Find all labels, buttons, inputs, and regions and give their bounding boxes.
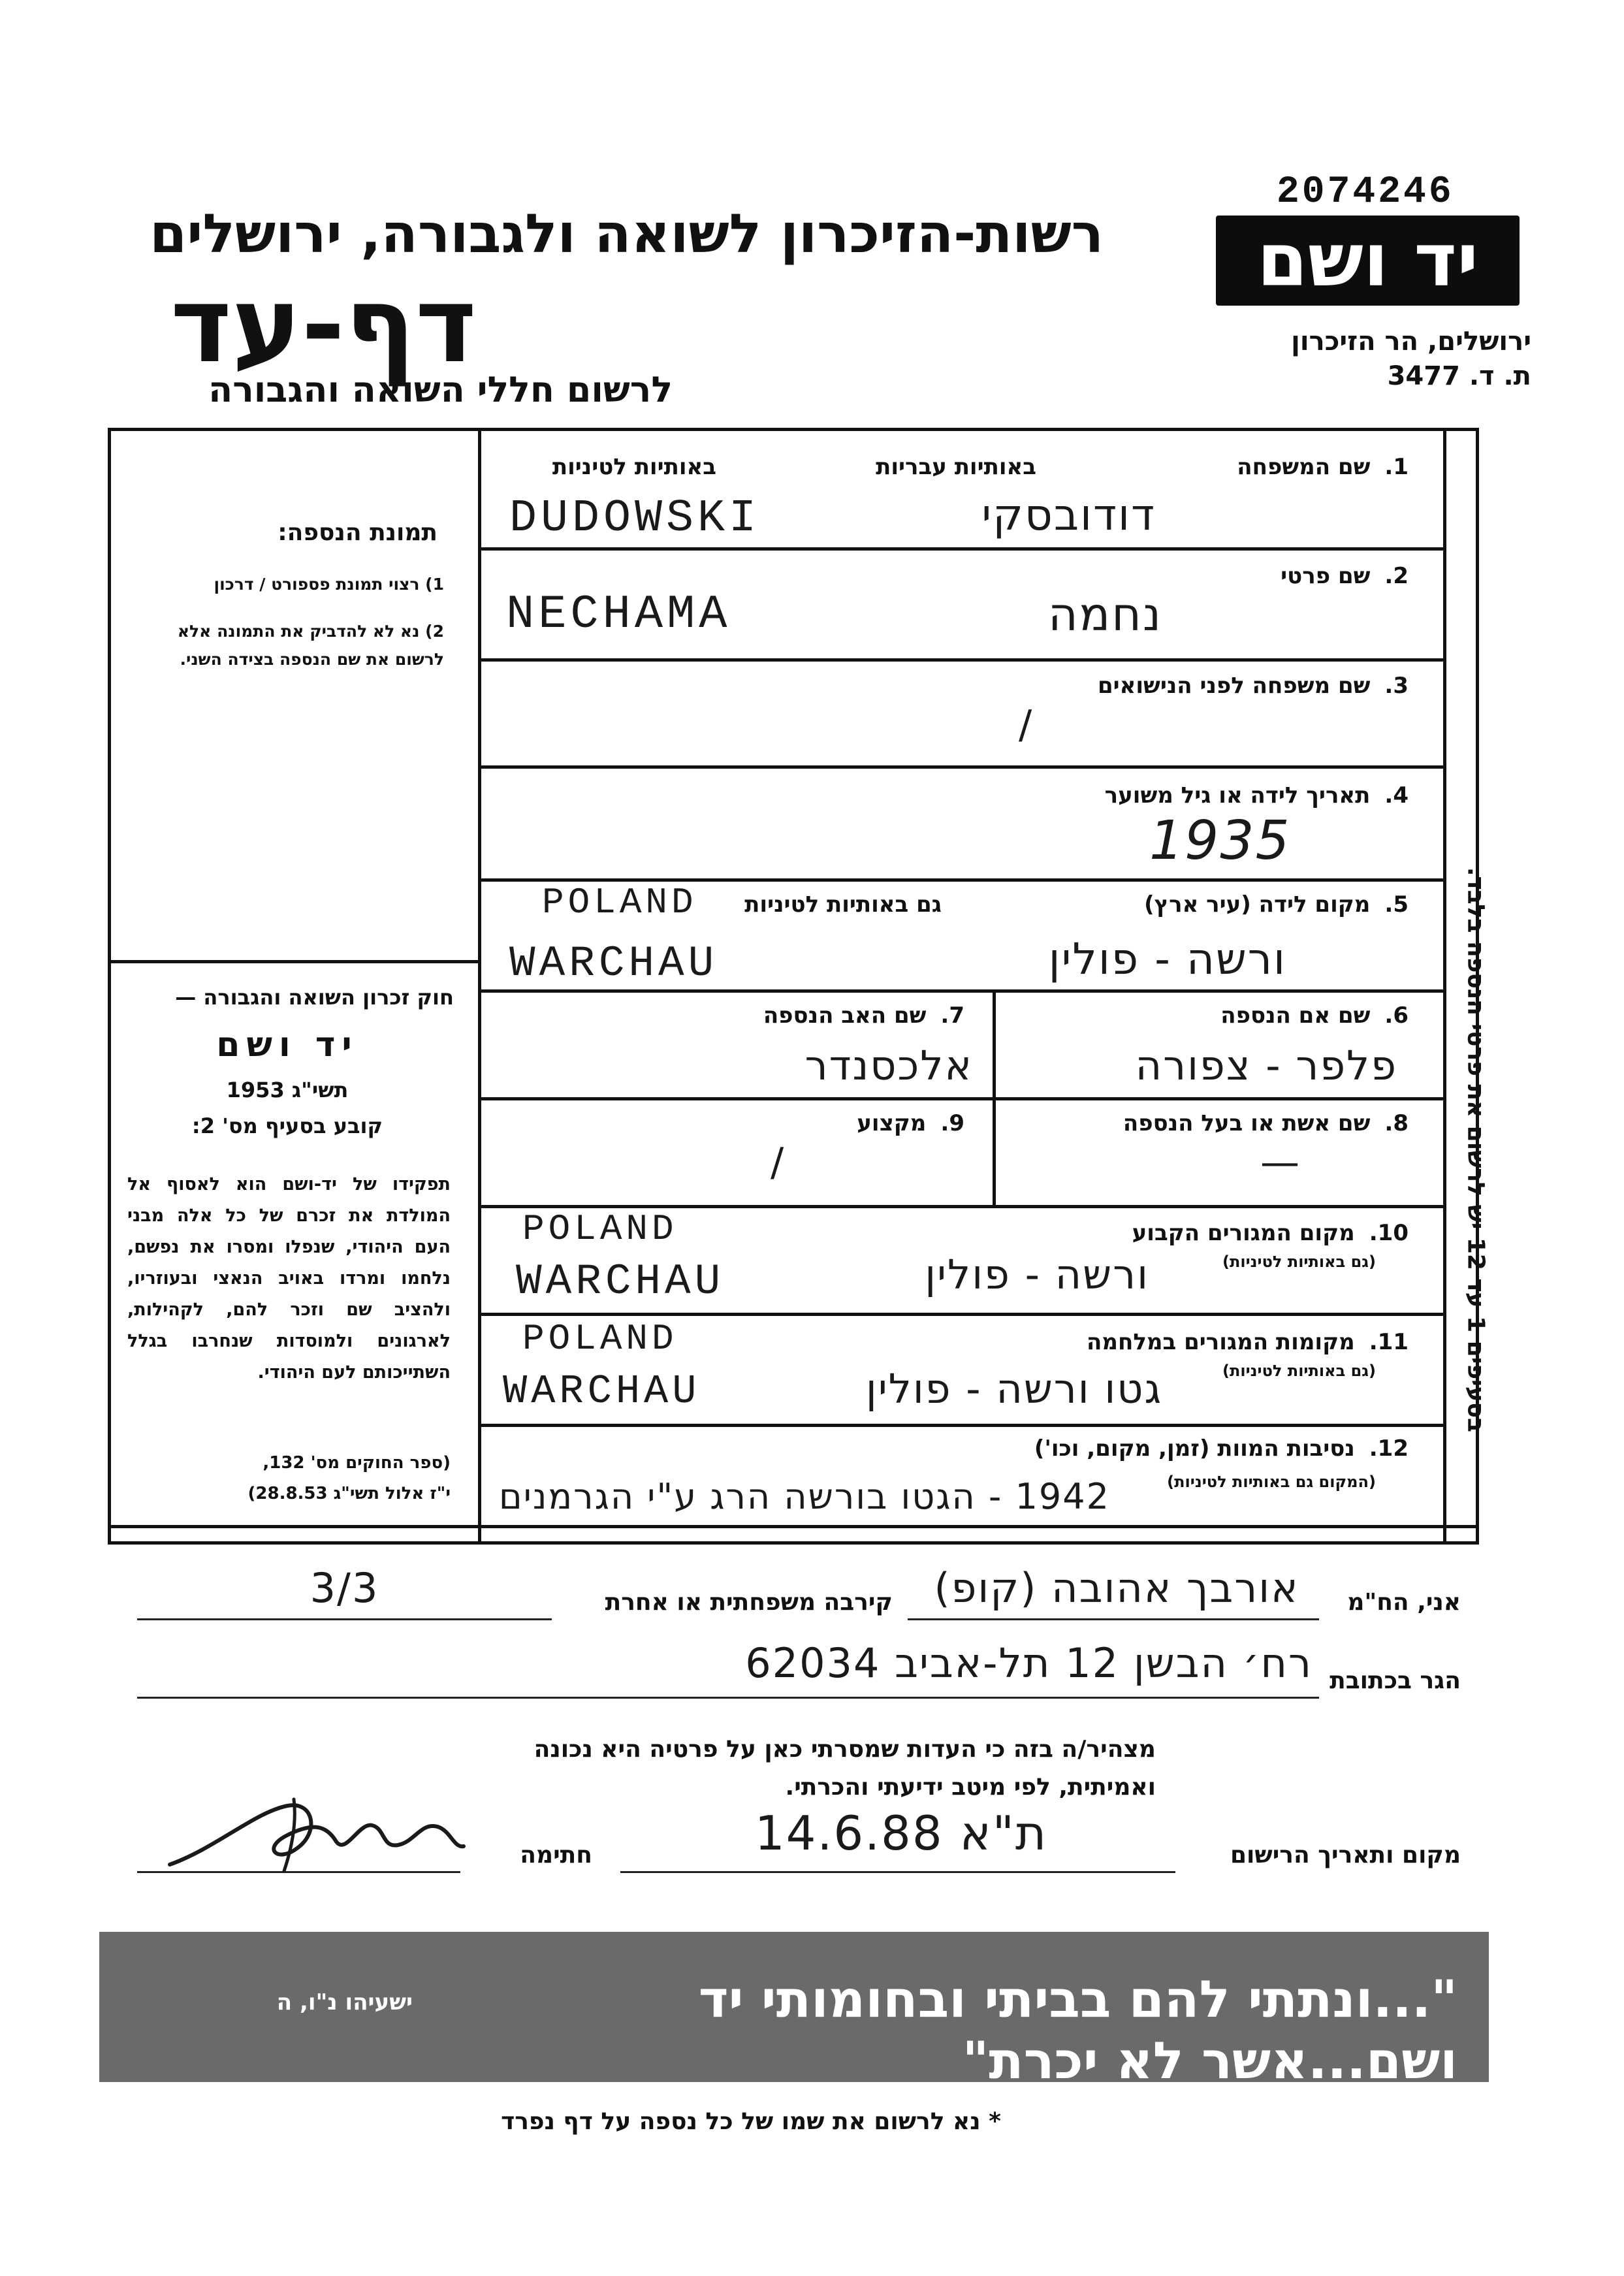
declaration-relation-label: קירבה משפחתית או אחרת <box>605 1589 893 1616</box>
declaration-relation-underline <box>137 1618 552 1620</box>
field-1-value-latin[interactable]: DUDOWSKI <box>509 493 761 545</box>
field-10-number: 10. <box>1369 1220 1409 1246</box>
declaration-i-value[interactable]: אורבך אהובה (קופ) <box>934 1564 1299 1612</box>
column-split-8-9 <box>993 1097 996 1207</box>
law-citation-date: י"ז אלול תשי"ג 28.8.53) <box>247 1484 451 1503</box>
left-panel-separator <box>108 960 480 963</box>
field-6-value[interactable]: פלפר - צפורה <box>1135 1042 1397 1089</box>
field-1-value-hebrew[interactable]: דודובסקי <box>981 490 1156 540</box>
row-line <box>478 547 1446 551</box>
field-2-number: 2. <box>1384 563 1409 589</box>
place-date-label: מקום ותאריך הרישום <box>1230 1842 1461 1868</box>
law-year: תשי"ג 1953 <box>226 1078 349 1102</box>
field-10-value-hebrew[interactable]: ורשה - פולין <box>925 1251 1149 1298</box>
field-8-number: 8. <box>1384 1110 1409 1136</box>
field-4-value[interactable]: 1935 <box>1149 810 1291 872</box>
form-subtitle: לרשום חללי השואה והגבורה <box>208 369 673 410</box>
photo-note-1: 1) רצוי תמונת פספורט / דרכון <box>214 575 444 594</box>
yad-vashem-logo <box>1216 216 1520 306</box>
row-line <box>478 989 1446 993</box>
field-11-value-hebrew[interactable]: גטו ורשה - פולין <box>865 1365 1162 1413</box>
row-line <box>478 765 1446 769</box>
declaration-i-label: אני, הח"מ <box>1347 1589 1461 1616</box>
field-4-title: תאריך לידה או גיל משוער <box>1104 782 1371 809</box>
field-1-latin-hint: באותיות לטיניות <box>552 454 716 480</box>
field-9-number: 9. <box>940 1110 964 1136</box>
law-clause: קובע בסעיף מס' 2: <box>191 1114 383 1138</box>
field-11-sublabel: (גם באותיות לטיניות) <box>1222 1362 1376 1380</box>
quote-banner <box>99 1932 1489 2091</box>
place-date-underline <box>620 1871 1175 1873</box>
field-9-value[interactable]: / <box>771 1140 786 1185</box>
field-9-label <box>857 1110 964 1136</box>
footer-star: * <box>989 2108 1001 2135</box>
declaration-address-label: הגר בכתובת <box>1329 1667 1461 1694</box>
field-2-value-latin[interactable]: NECHAMA <box>506 588 731 641</box>
field-7-number: 7. <box>940 1002 964 1029</box>
field-1-hebrew-hint: באותיות עבריות <box>876 454 1036 480</box>
field-5-label <box>1144 891 1409 918</box>
field-1-title: שם המשפחה <box>1237 454 1371 480</box>
field-11-title: מקומות המגורים במלחמה <box>1087 1329 1355 1355</box>
declaration-separator <box>108 1525 1479 1528</box>
column-split-6-7 <box>993 989 996 1099</box>
field-10-value-country[interactable]: POLAND <box>522 1208 678 1250</box>
place-date-value[interactable]: ת"א 14.6.88 <box>754 1806 1048 1861</box>
photo-note-2: 2) נא לא להדביק את התמונה אלא לרשום את שם הנספה בצידה השני. <box>177 622 444 669</box>
field-2-title: שם פרטי <box>1281 563 1371 589</box>
field-3-number: 3. <box>1384 673 1409 699</box>
field-12-title: נסיבות המוות (זמן, מקום, וכו') <box>1034 1435 1355 1462</box>
panel-divider <box>478 428 481 1541</box>
address-line: ירושלים, הר הזיכרון <box>1291 327 1531 357</box>
field-2-value-hebrew[interactable]: נחמה <box>1047 588 1162 641</box>
footer-text: נא לרשום את שמו של כל נספה על דף נפרד <box>501 2108 981 2135</box>
footer-note <box>392 2108 1110 2135</box>
field-3-title: שם משפחה לפני הנישואים <box>1097 673 1371 699</box>
field-8-value[interactable]: — <box>1260 1140 1301 1185</box>
row-line <box>478 1313 1446 1316</box>
law-text: תפקידו של יד-ושם הוא לאסוף אל המולדת את זכרם של כל אלה מבני העם היהודי, שנפלו ומסרו את נפשם, נלחמו ומרדו באויב הנאצי ובעוזריו, ולהציב שם וזכר להם, לקהילות, לארגונים ולמוסדות שנחרבו בגלל השתייכותם לעם היהודי. <box>127 1174 451 1383</box>
field-1-label <box>1237 454 1409 480</box>
organization-line: רשות-הזיכרון לשואה ולגבורה, ירושלים <box>150 203 1104 265</box>
logo-text: יד ושם <box>1256 218 1479 303</box>
field-6-label <box>1220 1002 1409 1029</box>
field-10-value-city[interactable]: WARCHAU <box>516 1257 725 1306</box>
field-12-number: 12. <box>1369 1435 1409 1462</box>
field-3-label <box>1098 673 1409 699</box>
signature-label: חתימה <box>520 1842 592 1868</box>
field-8-title: שם אשת או בעל הנספה <box>1122 1110 1371 1136</box>
field-7-label <box>763 1002 964 1029</box>
field-5-title: מקום לידה (עיר ארץ) <box>1144 891 1371 918</box>
field-12-value[interactable]: 1942 - הגטו בורשה הרג ע"י הגרמנים <box>498 1476 1110 1517</box>
field-6-title: שם אם הנספה <box>1220 1002 1371 1029</box>
declaration-i-underline <box>908 1618 1319 1620</box>
field-12-label <box>1034 1435 1409 1462</box>
field-4-label <box>1105 782 1409 809</box>
field-2-label <box>1281 563 1409 589</box>
law-title: חוק זכרון השואה והגבורה — <box>175 985 454 1010</box>
document-number: 2074246 <box>1277 171 1454 214</box>
field-10-sublabel: (גם באותיות לטיניות) <box>1222 1253 1376 1271</box>
photo-box-title: תמונת הנספה: <box>278 519 438 546</box>
field-5-value-city[interactable]: WARCHAU <box>509 939 718 988</box>
field-11-value-country[interactable]: POLAND <box>522 1318 678 1360</box>
row-line <box>478 1097 1446 1100</box>
field-3-value[interactable]: / <box>1019 702 1034 748</box>
field-7-title: שם האב הנספה <box>763 1002 927 1029</box>
field-10-label <box>1132 1220 1409 1246</box>
po-box: ת. ד. 3477 <box>1387 361 1531 391</box>
field-5-value-hebrew[interactable]: ורשה - פולין <box>1048 934 1286 984</box>
form-title: דף-עד <box>170 264 477 386</box>
field-6-number: 6. <box>1384 1002 1409 1029</box>
banner-quote: "...ונתתי להם בביתי ובחומותי יד ושם...אשר לא יכרת" <box>698 1970 1457 2091</box>
row-line <box>478 1424 1446 1427</box>
signature-scribble[interactable] <box>157 1786 470 1878</box>
side-note: בסעיפים 1 עד 12 יש לרשום את פרטי הנספה בלבד. <box>1462 867 1489 1433</box>
field-10-title: מקום המגורים הקבוע <box>1132 1220 1355 1246</box>
field-4-number: 4. <box>1384 782 1409 809</box>
field-7-value[interactable]: אלכסנדר <box>804 1042 973 1089</box>
field-5-value-country[interactable]: POLAND <box>542 882 697 923</box>
declaration-address-underline <box>137 1697 1319 1699</box>
field-12-sublabel: (המקום גם באותיות לטיניות) <box>1167 1473 1376 1491</box>
law-citation: (ספר החוקים מס' 132, <box>263 1453 451 1473</box>
declaration-statement: מצהיר/ה בזה כי העדות שמסרתי כאן על פרטיה היא נכונה ואמיתית, לפי מיטב ידיעתי והכרתי. <box>533 1736 1156 1801</box>
field-11-label <box>1087 1329 1409 1355</box>
field-11-value-city[interactable]: WARCHAU <box>503 1368 701 1415</box>
field-1-number: 1. <box>1384 454 1409 480</box>
declaration-address-value[interactable]: רח׳ הבשן 12 תל-אביב 62034 <box>745 1639 1313 1687</box>
field-11-number: 11. <box>1369 1329 1409 1355</box>
field-8-label <box>1123 1110 1409 1136</box>
banner-source: ישעיהו נ"ו, ה <box>276 1989 413 2015</box>
field-5-number: 5. <box>1384 891 1409 918</box>
field-9-title: מקצוע <box>857 1110 927 1136</box>
declaration-relation-value[interactable]: 3/3 <box>310 1564 379 1612</box>
fields-right-edge <box>1443 428 1446 1541</box>
law-name: יד ושם <box>216 1025 358 1065</box>
row-line <box>478 658 1446 662</box>
field-5-latin-hint: גם באותיות לטיניות <box>744 891 942 918</box>
